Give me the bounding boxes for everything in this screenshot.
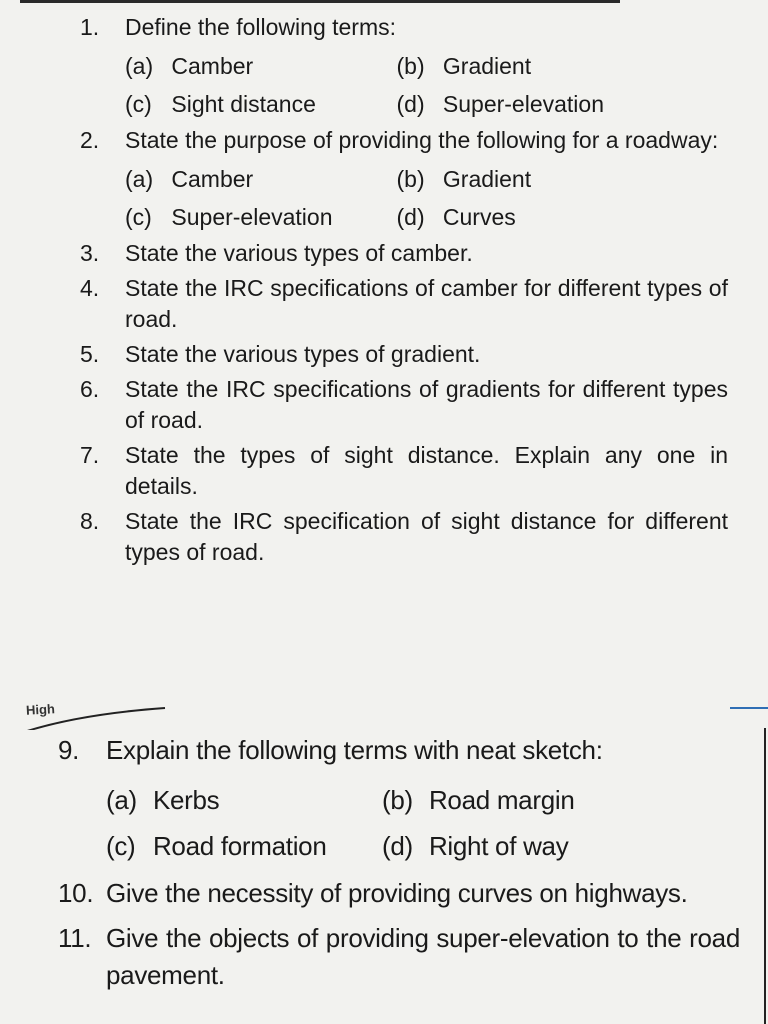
option-b bbox=[397, 47, 669, 85]
question-number: 7. bbox=[80, 442, 100, 468]
question-text: State the purpose of providing the following for a roadway: bbox=[125, 127, 719, 153]
option-label: (a) bbox=[125, 53, 154, 79]
option-a bbox=[106, 777, 382, 823]
option-label: (d) bbox=[396, 91, 425, 117]
question-text: Give the objects of providing super-elevation to the road pavement. bbox=[106, 923, 740, 990]
option-text: Road formation bbox=[152, 831, 327, 861]
question-8 bbox=[0, 506, 768, 568]
accent-rule bbox=[730, 707, 768, 709]
option-label: (c) bbox=[106, 831, 136, 861]
option-text: Camber bbox=[171, 166, 254, 192]
question-5 bbox=[0, 339, 768, 370]
option-text: Kerbs bbox=[152, 785, 220, 815]
option-b bbox=[397, 160, 669, 198]
question-number: 10. bbox=[58, 878, 94, 908]
question-text: State the IRC specifications of camber for different types of road. bbox=[125, 275, 728, 332]
option-c bbox=[125, 85, 397, 123]
option-c bbox=[125, 198, 397, 236]
question-2-options bbox=[0, 160, 768, 236]
question-1 bbox=[0, 12, 768, 43]
question-text: State the types of sight distance. Explain any one in details. bbox=[125, 442, 728, 499]
option-text: Camber bbox=[171, 53, 254, 79]
option-label: (a) bbox=[125, 166, 154, 192]
option-label: (b) bbox=[396, 166, 425, 192]
question-number: 6. bbox=[80, 376, 100, 402]
running-head: High bbox=[25, 701, 56, 718]
page-break bbox=[0, 690, 768, 730]
question-list-bottom bbox=[0, 732, 768, 1002]
option-d bbox=[397, 198, 669, 236]
option-d bbox=[397, 85, 669, 123]
question-list-top bbox=[0, 12, 768, 572]
question-text: Define the following terms: bbox=[125, 14, 397, 40]
question-7 bbox=[0, 440, 768, 502]
question-text: State the IRC specification of sight distance for different types of road. bbox=[125, 508, 728, 565]
question-6 bbox=[0, 374, 768, 436]
option-label: (b) bbox=[382, 785, 413, 815]
option-d bbox=[382, 823, 658, 869]
question-text: Explain the following terms with neat sketch: bbox=[106, 735, 603, 765]
question-number: 8. bbox=[80, 508, 100, 534]
question-text: State the IRC specifications of gradients for different types of road. bbox=[125, 376, 728, 433]
option-text: Curves bbox=[442, 204, 516, 230]
question-3 bbox=[0, 238, 768, 269]
question-2 bbox=[0, 125, 768, 156]
option-a bbox=[125, 47, 397, 85]
option-text: Gradient bbox=[442, 53, 532, 79]
question-number: 9. bbox=[58, 735, 80, 765]
question-text: Give the necessity of providing curves on highways. bbox=[106, 878, 688, 908]
question-1-options bbox=[0, 47, 768, 123]
option-label: (d) bbox=[396, 204, 425, 230]
question-number: 1. bbox=[80, 14, 100, 40]
option-label: (c) bbox=[125, 204, 152, 230]
option-b bbox=[382, 777, 658, 823]
question-11 bbox=[0, 920, 768, 994]
question-number: 3. bbox=[80, 240, 100, 266]
option-text: Right of way bbox=[428, 831, 569, 861]
option-text: Super-elevation bbox=[171, 204, 333, 230]
option-text: Road margin bbox=[428, 785, 575, 815]
option-text: Super-elevation bbox=[442, 91, 604, 117]
option-label: (d) bbox=[382, 831, 413, 861]
option-a bbox=[125, 160, 397, 198]
question-number: 11. bbox=[58, 923, 92, 953]
option-text: Gradient bbox=[442, 166, 532, 192]
question-number: 2. bbox=[80, 127, 100, 153]
question-9-options bbox=[0, 777, 768, 869]
question-number: 4. bbox=[80, 275, 100, 301]
question-number: 5. bbox=[80, 341, 100, 367]
question-9 bbox=[0, 732, 768, 769]
option-label: (b) bbox=[396, 53, 425, 79]
option-label: (c) bbox=[125, 91, 152, 117]
option-c bbox=[106, 823, 382, 869]
running-head-rule bbox=[0, 690, 200, 730]
top-page-rule bbox=[20, 0, 620, 3]
question-text: State the various types of camber. bbox=[125, 240, 473, 266]
question-10 bbox=[0, 875, 768, 912]
question-4 bbox=[0, 273, 768, 335]
option-text: Sight distance bbox=[171, 91, 316, 117]
question-text: State the various types of gradient. bbox=[125, 341, 481, 367]
option-label: (a) bbox=[106, 785, 137, 815]
